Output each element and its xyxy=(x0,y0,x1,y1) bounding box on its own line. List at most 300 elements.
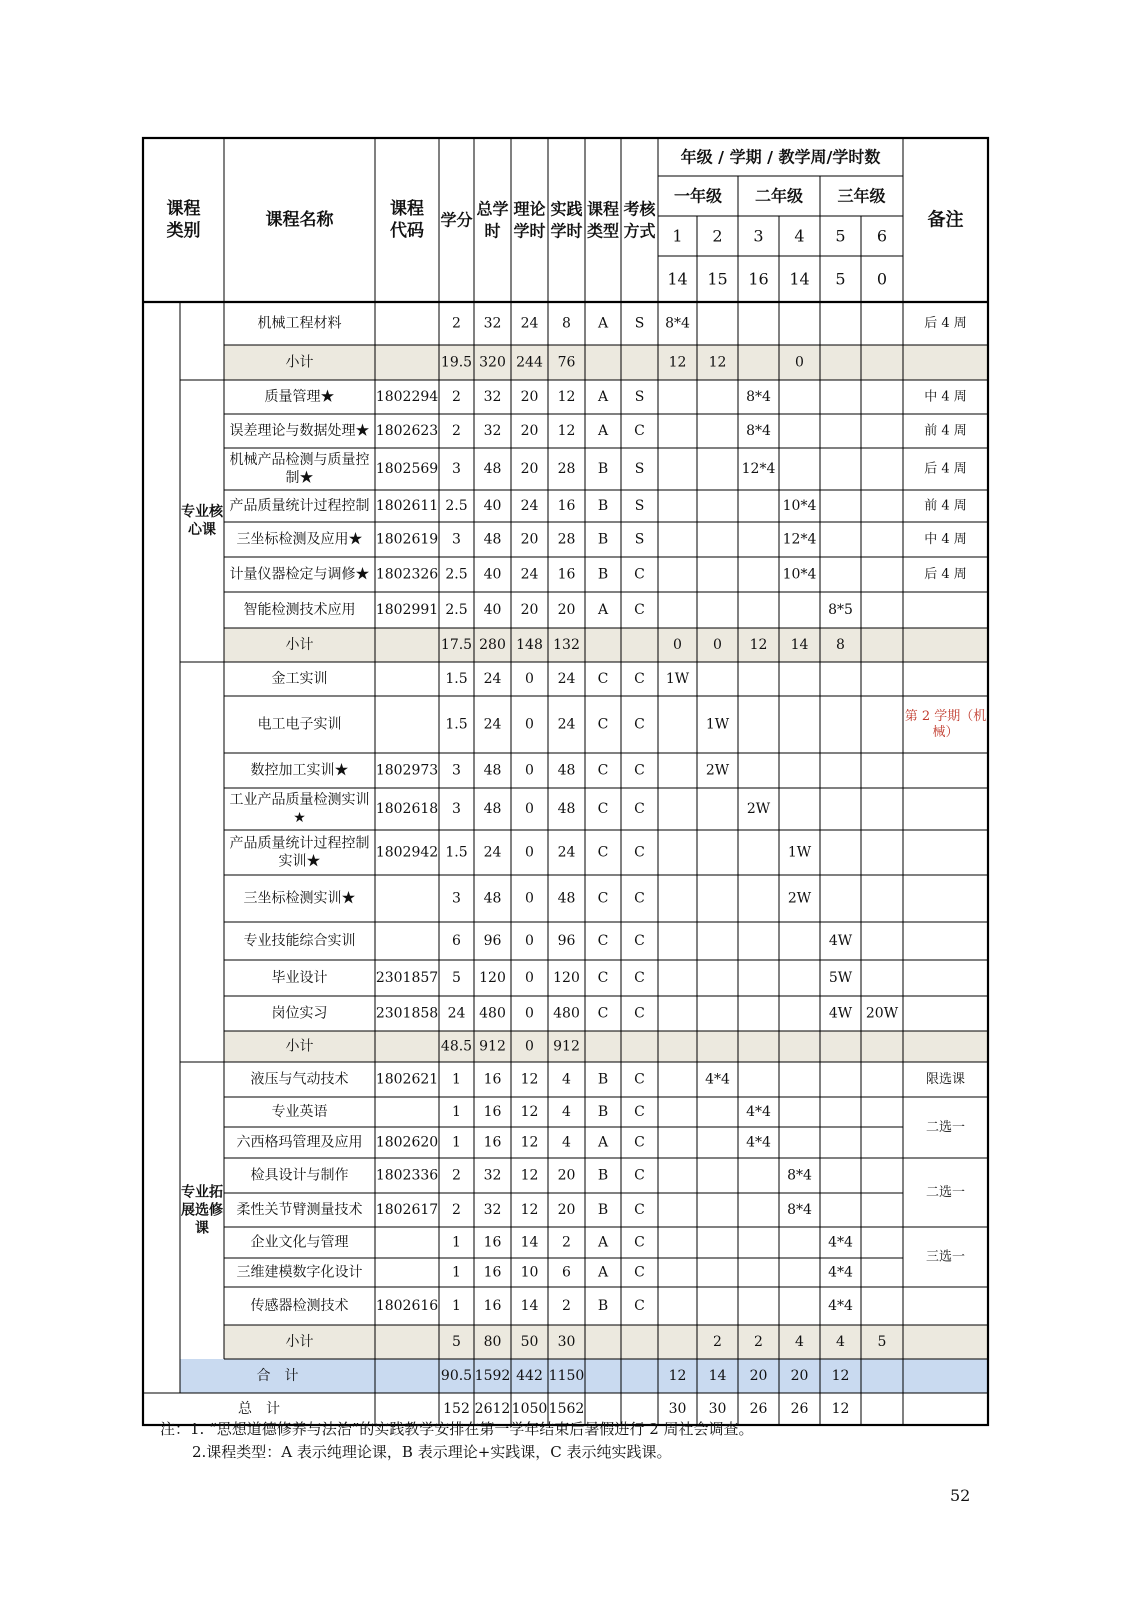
total-hours: 120 xyxy=(479,970,506,986)
theory-hours: 442 xyxy=(516,1368,543,1384)
practice-hours: 48 xyxy=(557,801,576,817)
remark: 中 4 周 xyxy=(924,532,967,547)
total-hours: 16 xyxy=(483,1264,502,1281)
total-hours: 32 xyxy=(483,423,502,439)
course-code: 1802326 xyxy=(375,566,439,583)
sem5: 4*4 xyxy=(828,1298,853,1314)
sum-row-label: 合 计 xyxy=(256,1368,299,1384)
total-hours: 48 xyxy=(483,801,502,817)
practice-hours: 132 xyxy=(553,637,580,653)
subtotal-row-bg xyxy=(224,628,988,662)
practice-hours: 8 xyxy=(562,315,571,332)
practice-hours: 24 xyxy=(557,844,576,861)
sem2: 30 xyxy=(708,1401,727,1417)
header-weeks: 5 xyxy=(835,269,846,289)
sem3: 2W xyxy=(746,801,771,817)
credit: 3 xyxy=(452,531,461,548)
group-label-core: 心课 xyxy=(188,522,216,538)
header-exam-method: 方式 xyxy=(623,221,656,241)
page-number: 52 xyxy=(950,1486,971,1505)
practice-hours: 76 xyxy=(557,354,576,371)
header-semester: 2 xyxy=(712,226,723,246)
course-name: 企业文化与管理 xyxy=(250,1234,349,1251)
merged-remark: 三选一 xyxy=(925,1249,966,1265)
header-theory-hours: 学时 xyxy=(513,221,546,241)
total-hours: 16 xyxy=(483,1071,502,1088)
total-hours: 40 xyxy=(483,602,502,618)
remark: 中 4 周 xyxy=(924,389,967,405)
exam-method: C xyxy=(634,1167,645,1184)
exam-method: C xyxy=(634,890,645,907)
credit: 48.5 xyxy=(440,1038,473,1055)
practice-hours: 28 xyxy=(557,531,576,548)
total-hours: 48 xyxy=(483,531,502,548)
total-hours: 32 xyxy=(483,1167,502,1184)
credit: 1 xyxy=(452,1264,461,1281)
merged-remark: 二选一 xyxy=(925,1120,966,1135)
header-theory-hours: 理论 xyxy=(513,199,546,219)
sem2: 4*4 xyxy=(705,1071,730,1088)
remark: 前 4 周 xyxy=(924,498,967,514)
sem4: 12*4 xyxy=(782,531,817,548)
theory-hours: 0 xyxy=(525,970,534,986)
course-type: C xyxy=(597,671,609,687)
course-code: 1802619 xyxy=(375,531,439,548)
course-type: B xyxy=(597,566,609,583)
course-type: B xyxy=(597,1298,609,1314)
header-weeks: 14 xyxy=(789,269,810,289)
exam-method: C xyxy=(634,1071,645,1088)
header-semester: 4 xyxy=(794,226,805,246)
header-weeks: 0 xyxy=(876,269,888,289)
header-weeks: 14 xyxy=(667,269,688,289)
total-hours: 320 xyxy=(479,354,506,371)
course-type: A xyxy=(597,1134,609,1151)
sem3: 8*4 xyxy=(746,389,771,405)
practice-hours: 30 xyxy=(557,1334,576,1350)
header-semester: 3 xyxy=(753,226,764,246)
practice-hours: 48 xyxy=(557,890,576,907)
practice-hours: 48 xyxy=(557,762,576,779)
sem1: 0 xyxy=(673,637,682,653)
practice-hours: 12 xyxy=(557,389,576,405)
practice-hours: 4 xyxy=(562,1071,571,1088)
exam-method: S xyxy=(634,315,645,332)
total-hours: 32 xyxy=(483,315,502,332)
sem1: 1W xyxy=(665,671,690,687)
credit: 1 xyxy=(452,1134,461,1151)
practice-hours: 1562 xyxy=(548,1401,585,1417)
course-type: B xyxy=(597,461,609,477)
course-code: 1802620 xyxy=(375,1134,439,1151)
theory-hours: 14 xyxy=(520,1298,539,1314)
course-type: A xyxy=(597,1234,609,1251)
theory-hours: 0 xyxy=(525,671,534,687)
sem3: 20 xyxy=(749,1368,768,1384)
practice-hours: 2 xyxy=(562,1298,571,1314)
sem1: 12 xyxy=(668,354,687,371)
theory-hours: 24 xyxy=(520,498,539,514)
group-label-extension: 专业拓 xyxy=(181,1184,223,1201)
course-type: C xyxy=(597,844,609,861)
theory-hours: 20 xyxy=(520,423,539,439)
course-code: 1802991 xyxy=(375,602,439,618)
total-hours: 40 xyxy=(483,498,502,514)
course-type: A xyxy=(597,389,609,405)
total-hours: 48 xyxy=(483,890,502,907)
sem5: 4*4 xyxy=(828,1264,853,1281)
course-code: 2301857 xyxy=(375,970,439,986)
total-hours: 32 xyxy=(483,1202,502,1218)
theory-hours: 12 xyxy=(520,1202,539,1218)
credit: 1 xyxy=(452,1298,461,1314)
sem6: 5 xyxy=(877,1334,887,1350)
exam-method: C xyxy=(634,970,645,986)
header-practice-hours: 学时 xyxy=(550,221,583,241)
total-hours: 24 xyxy=(483,844,502,861)
theory-hours: 148 xyxy=(516,637,543,653)
course-code: 1802618 xyxy=(375,801,439,817)
header-course-code: 代码 xyxy=(390,221,424,241)
theory-hours: 20 xyxy=(520,602,539,618)
credit: 1.5 xyxy=(445,671,468,687)
header-year: 一年级 xyxy=(673,186,723,206)
exam-method: C xyxy=(634,1234,645,1251)
credit: 5 xyxy=(452,970,461,986)
header-course-name: 课程名称 xyxy=(265,210,334,230)
total-hours: 24 xyxy=(483,716,502,733)
course-type: C xyxy=(597,933,609,949)
course-code: 1802617 xyxy=(375,1202,439,1218)
course-type: C xyxy=(597,716,609,733)
total-hours: 280 xyxy=(479,637,506,653)
sem5: 12 xyxy=(831,1368,850,1384)
credit: 2.5 xyxy=(445,566,468,583)
subtotal-row-label: 小计 xyxy=(285,1334,314,1350)
course-type: A xyxy=(597,1264,609,1281)
course-name: 三坐标检测实训★ xyxy=(243,890,356,907)
course-type: C xyxy=(597,762,609,779)
header-remark: 备注 xyxy=(927,209,964,231)
credit: 1.5 xyxy=(445,844,468,861)
theory-hours: 50 xyxy=(520,1334,539,1350)
exam-method: C xyxy=(634,933,645,949)
exam-method: S xyxy=(634,389,645,405)
sem3: 4*4 xyxy=(746,1134,771,1151)
course-name: 三维建模数字化设计 xyxy=(236,1264,363,1281)
course-code: 1802616 xyxy=(375,1298,439,1314)
sem2: 1W xyxy=(705,716,730,733)
exam-method: C xyxy=(634,1264,645,1281)
exam-method: C xyxy=(634,1298,645,1314)
course-type: B xyxy=(597,1071,609,1088)
practice-hours: 20 xyxy=(557,1202,576,1218)
exam-method: C xyxy=(634,762,645,779)
header-exam-method: 考核 xyxy=(623,199,656,219)
practice-hours: 12 xyxy=(557,423,576,439)
exam-method: C xyxy=(634,1005,645,1022)
exam-method: C xyxy=(634,1202,645,1218)
remark: 后 4 周 xyxy=(924,461,967,477)
sem4: 26 xyxy=(790,1401,809,1417)
course-type: A xyxy=(597,423,609,439)
subtotal-row-bg xyxy=(224,1031,988,1062)
header-year: 三年级 xyxy=(837,186,886,206)
theory-hours: 0 xyxy=(525,716,534,733)
credit: 3 xyxy=(452,762,461,779)
sem5: 4*4 xyxy=(828,1234,853,1251)
theory-hours: 0 xyxy=(525,801,534,817)
credit: 17.5 xyxy=(440,637,473,653)
remark: 后 4 周 xyxy=(924,567,967,582)
sem1: 30 xyxy=(668,1401,687,1417)
total-hours: 40 xyxy=(483,566,502,583)
theory-hours: 0 xyxy=(525,1038,534,1055)
theory-hours: 20 xyxy=(520,389,539,405)
exam-method: C xyxy=(634,566,645,583)
exam-method: S xyxy=(634,531,645,548)
credit: 2.5 xyxy=(445,498,468,514)
sem4: 1W xyxy=(787,844,812,861)
sem2: 12 xyxy=(708,354,727,371)
course-type: A xyxy=(597,315,609,332)
practice-hours: 16 xyxy=(557,566,576,583)
theory-hours: 12 xyxy=(520,1071,539,1088)
course-name: 质量管理★ xyxy=(264,389,335,405)
sem4: 20 xyxy=(790,1368,809,1384)
theory-hours: 10 xyxy=(520,1264,539,1281)
practice-hours: 20 xyxy=(557,1167,576,1184)
header-grade-title: 年级 / 学期 / 教学周/学时数 xyxy=(680,147,881,167)
sem3: 8*4 xyxy=(746,423,771,439)
sem1: 12 xyxy=(668,1368,687,1384)
sem2: 14 xyxy=(708,1368,727,1384)
group-label-core: 专业核 xyxy=(181,504,223,520)
course-name: 计量仪器检定与调修★ xyxy=(229,566,370,583)
theory-hours: 0 xyxy=(525,890,534,907)
course-name: 电工电子实训 xyxy=(257,716,342,733)
header-semester: 5 xyxy=(835,226,846,246)
sem2: 0 xyxy=(713,637,722,653)
course-name: 机械工程材料 xyxy=(257,315,342,332)
course-name: 工业产品质量检测实训 xyxy=(229,792,370,808)
practice-hours: 6 xyxy=(562,1264,571,1281)
remark: 第 2 学期（机 xyxy=(904,709,987,724)
total-hours: 2612 xyxy=(474,1401,511,1417)
course-name: 智能检测技术应用 xyxy=(243,602,356,618)
theory-hours: 24 xyxy=(520,315,539,332)
total-hours: 32 xyxy=(483,389,502,405)
theory-hours: 0 xyxy=(525,1005,534,1022)
sem2: 2 xyxy=(713,1334,722,1350)
header-weeks: 16 xyxy=(748,269,769,289)
course-type: B xyxy=(597,498,609,514)
footnote-2: 2.课程类型：A 表示纯理论课，B 表示理论+实践课，C 表示纯实践课。 xyxy=(192,1443,672,1461)
header-course-type: 类型 xyxy=(586,221,620,241)
credit: 1 xyxy=(452,1071,461,1088)
course-code: 1802611 xyxy=(375,498,439,514)
theory-hours: 0 xyxy=(525,844,534,861)
course-code: 1802336 xyxy=(375,1167,439,1184)
practice-hours: 4 xyxy=(562,1134,571,1151)
subtotal-row-label: 小计 xyxy=(285,637,314,653)
sem3: 12*4 xyxy=(741,461,776,477)
course-name: 金工实训 xyxy=(271,671,328,687)
course-name: 数控加工实训★ xyxy=(250,762,349,779)
sem3: 26 xyxy=(749,1401,768,1417)
sem5: 4W xyxy=(828,933,853,949)
remark: 前 4 周 xyxy=(924,423,967,439)
header-category: 课程 xyxy=(166,199,201,219)
subtotal-row-bg xyxy=(224,1325,988,1359)
header-practice-hours: 实践 xyxy=(550,199,583,219)
credit: 6 xyxy=(452,933,461,949)
course-name: 制★ xyxy=(285,470,314,486)
credit: 152 xyxy=(443,1401,470,1417)
total-hours: 48 xyxy=(483,762,502,779)
credit: 24 xyxy=(447,1005,466,1022)
sem5: 4 xyxy=(836,1334,845,1350)
total-hours: 16 xyxy=(483,1298,502,1314)
course-name: 专业技能综合实训 xyxy=(243,933,356,949)
course-type: C xyxy=(597,801,609,817)
practice-hours: 24 xyxy=(557,671,576,687)
credit: 3 xyxy=(452,461,461,477)
subtotal-row-label: 小计 xyxy=(285,354,314,371)
header-course-type: 课程 xyxy=(586,199,620,219)
total-hours: 48 xyxy=(483,461,502,477)
sem4: 10*4 xyxy=(782,498,817,514)
course-type: C xyxy=(597,1005,609,1022)
subtotal-row-bg xyxy=(224,345,988,380)
sem3: 4*4 xyxy=(746,1104,771,1120)
sem6: 20W xyxy=(865,1005,899,1022)
course-name: 产品质量统计过程控制 xyxy=(229,498,370,514)
course-name: 实训★ xyxy=(278,853,321,870)
credit: 5 xyxy=(452,1334,461,1350)
course-code: 1802569 xyxy=(375,461,439,477)
total-hours: 16 xyxy=(483,1234,502,1251)
header-year: 二年级 xyxy=(754,186,804,206)
sem4: 8*4 xyxy=(787,1202,812,1218)
header-course-code: 课程 xyxy=(390,199,424,219)
course-name: 三坐标检测及应用★ xyxy=(236,531,363,548)
course-type: C xyxy=(597,890,609,907)
course-name: 液压与气动技术 xyxy=(250,1071,349,1088)
total-hours: 24 xyxy=(483,671,502,687)
course-code: 1802623 xyxy=(375,423,439,439)
practice-hours: 120 xyxy=(553,970,580,986)
course-type: B xyxy=(597,1202,609,1218)
credit: 1 xyxy=(452,1234,461,1251)
theory-hours: 0 xyxy=(525,933,534,949)
practice-hours: 480 xyxy=(553,1005,580,1022)
course-name: 岗位实习 xyxy=(271,1005,328,1022)
credit: 1 xyxy=(452,1104,461,1120)
header-total-hours: 总学 xyxy=(476,199,509,219)
sem4: 14 xyxy=(790,637,809,653)
sem5: 5W xyxy=(828,970,853,986)
practice-hours: 20 xyxy=(557,602,576,618)
practice-hours: 96 xyxy=(557,933,576,949)
credit: 2 xyxy=(452,423,461,439)
exam-method: C xyxy=(634,716,645,733)
course-type: B xyxy=(597,1167,609,1184)
theory-hours: 244 xyxy=(516,354,543,371)
sem4: 8*4 xyxy=(787,1167,812,1184)
sem3: 12 xyxy=(749,637,768,653)
exam-method: C xyxy=(634,423,645,439)
course-name: 传感器检测技术 xyxy=(250,1298,349,1314)
theory-hours: 20 xyxy=(520,461,539,477)
remark: 后 4 周 xyxy=(924,316,967,331)
practice-hours: 16 xyxy=(557,498,576,514)
sem5: 8 xyxy=(836,637,845,653)
credit: 2.5 xyxy=(445,602,468,618)
header-semester: 6 xyxy=(876,226,888,246)
credit: 3 xyxy=(452,890,461,907)
total-hours: 1592 xyxy=(474,1368,511,1384)
header-weeks: 15 xyxy=(707,269,728,289)
merged-remark: 二选一 xyxy=(925,1185,966,1200)
sem5: 4W xyxy=(828,1005,853,1022)
credit: 90.5 xyxy=(440,1368,473,1384)
course-name: 六西格玛管理及应用 xyxy=(236,1134,363,1151)
exam-method: C xyxy=(634,602,645,618)
sem1: 8*4 xyxy=(665,315,690,332)
total-hours: 96 xyxy=(483,933,502,949)
credit: 2 xyxy=(452,389,461,405)
credit: 2 xyxy=(452,1167,461,1184)
course-name: 产品质量统计过程控制 xyxy=(229,835,370,852)
remark: 械） xyxy=(932,725,959,740)
sem4: 4 xyxy=(795,1334,804,1350)
course-code: 2301858 xyxy=(375,1005,439,1022)
course-name: 机械产品检测与质量控 xyxy=(229,452,370,468)
practice-hours: 2 xyxy=(562,1234,571,1251)
exam-method: S xyxy=(634,498,645,514)
course-code: 1802942 xyxy=(375,844,439,861)
credit: 19.5 xyxy=(440,354,473,371)
grand-row-label: 总 计 xyxy=(238,1401,280,1417)
practice-hours: 912 xyxy=(553,1038,580,1055)
header-semester: 1 xyxy=(672,226,683,246)
theory-hours: 20 xyxy=(520,531,539,548)
course-name: 检具设计与制作 xyxy=(250,1167,349,1184)
course-name: 柔性关节臂测量技术 xyxy=(236,1202,363,1218)
sem4: 0 xyxy=(795,354,804,371)
course-code: 1802973 xyxy=(375,762,439,779)
header-category: 类别 xyxy=(166,221,201,241)
practice-hours: 28 xyxy=(557,461,576,477)
total-hours: 912 xyxy=(479,1038,506,1055)
sem4: 10*4 xyxy=(782,566,817,583)
subtotal-row-label: 小计 xyxy=(285,1038,314,1055)
header-credit: 学分 xyxy=(440,210,473,230)
sem3: 2 xyxy=(754,1334,763,1350)
exam-method: C xyxy=(634,1134,645,1151)
theory-hours: 0 xyxy=(525,762,534,779)
course-name: 误差理论与数据处理★ xyxy=(229,423,370,439)
credit: 1.5 xyxy=(445,716,468,733)
practice-hours: 4 xyxy=(562,1104,571,1120)
course-name: 毕业设计 xyxy=(271,970,328,986)
exam-method: C xyxy=(634,844,645,861)
theory-hours: 12 xyxy=(520,1104,539,1120)
total-hours: 16 xyxy=(483,1104,502,1120)
exam-method: S xyxy=(634,461,645,477)
course-type: C xyxy=(597,970,609,986)
